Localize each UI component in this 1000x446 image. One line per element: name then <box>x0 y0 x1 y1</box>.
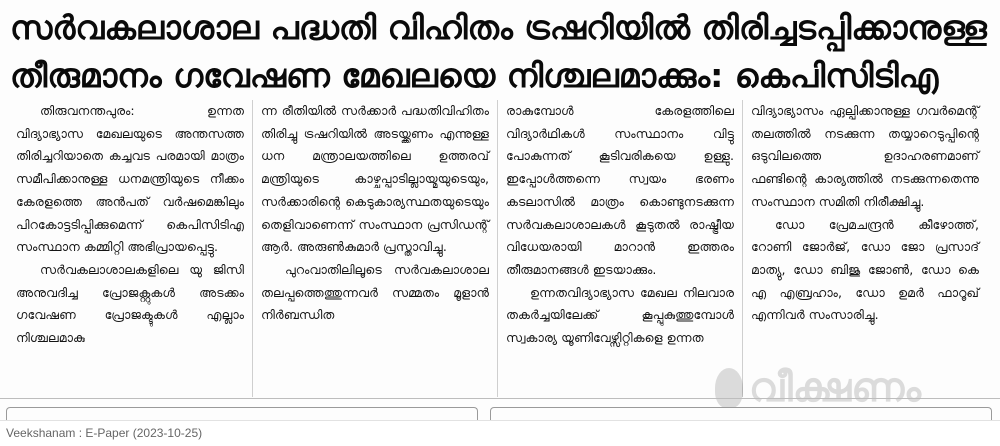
article-column-2 <box>252 100 497 397</box>
footer-source-label: Veekshanam : E-Paper (2023-10-25) <box>6 426 203 440</box>
headline-line-2: തീരുമാനം ഗവേഷണ മേഖലയെ നിശ്ചലമാക്കും: കെപിസിടിഎ <box>10 56 939 95</box>
paragraph: ഡോ പ്രേമചന്ദ്രൻ കീഴോത്ത്, റോണി ജോർജ്, ഡോ ജോ പ്രസാദ് മാത്യു, ഡോ ബിജു ജോൺ, ഡോ കെ എ എബ്രഹാം, ഡോ ഉമർ ഫാറൂഖ് എന്നിവർ സംസാരിച്ചു. <box>751 216 979 323</box>
paragraph: സർവകലാശാലകളിലെ യു ജിസി അനുവദിച്ച പ്രോജക്റ്റുകൾ അടക്കം ഗവേഷണ പ്രോജക്ടുകൾ എല്ലാം നിശ്ചലമാകു <box>16 261 244 346</box>
article-column-1 <box>8 100 252 397</box>
paragraph: പുറംവാതിലിലൂടെ സർവകലാശാല തലപ്പത്തെത്തുന്നവർ സമ്മതം മൂളാൻ നിർബന്ധിത <box>261 261 489 323</box>
article-column-3 <box>497 100 742 397</box>
paragraph: വിദ്യാഭ്യാസം ഏല്പിക്കാനുള്ള ഗവർമെന്റ് തലത്തിൽ നടക്കുന്ന തയ്യാറെടുപ്പിന്റെ ഒടുവിലത്തെ ഉദാഹരണമാണ് ഫണ്ടിന്റെ കാര്യത്തിൽ നടക്കുന്നതെന്നു സംസ്ഥാന സമിതി നിരീക്ഷിച്ചു. <box>751 103 979 209</box>
next-article-strip <box>0 398 1000 421</box>
watermark-text: വീക്ഷണം <box>749 365 922 411</box>
headline-line-1: സർവകലാശാല പദ്ധതി വിഹിതം ട്രഷറിയിൽ തിരിച്ചടപ്പിക്കാനുള്ള <box>10 8 987 47</box>
paragraph: തിരുവനന്തപുരം: ഉന്നത വിദ്യാഭ്യാസ മേഖലയുടെ അന്തസത്ത തിരിച്ചറിയാതെ കച്ചവട പരമായി മാത്രം സമീപിക്കാനുള്ള ധനമന്ത്രിയുടെ നീക്കം കേരളത്തെ അൻപത് വർഷമെങ്കിലും പിറകോട്ടടിപ്പിക്കുമെന്ന് കെപിസിടിഎ സംസ്ഥാന കമ്മിറ്റി അഭിപ്രായപ്പെട്ടു. <box>16 103 244 255</box>
article-column-4 <box>742 100 987 397</box>
article-body <box>8 100 993 397</box>
footer <box>0 420 1000 446</box>
paragraph: ഉന്നതവിദ്യാഭ്യാസ മേഖല നിലവാര തകർച്ചയിലേക്ക് കൂപ്പുകുത്തുമ്പോൾ സ്വകാര്യ യൂണിവേഴ്സിറ്റികളെ ഉന്നത <box>506 284 734 346</box>
paragraph: ന്ന രീതിയിൽ സർക്കാർ പദ്ധതിവിഹിതം തിരിച്ചു ട്രഷറിയിൽ അടയ്ക്കണം എന്നുള്ള ധന മന്ത്രാലയത്തിലെ ഉത്തരവ് മന്ത്രിയുടെ കാഴ്ചപ്പാടില്ലായ്മയുടെയും, സർക്കാരിന്റെ കെടുകാര്യസ്ഥതയുടെയും തെളിവാണെന്ന് സംസ്ഥാന പ്രസിഡന്റ് ആർ. അരുൺകുമാർ പ്രസ്താവിച്ചു. <box>261 103 489 255</box>
headline <box>10 4 995 100</box>
paragraph: രാകുമ്പോൾ കേരളത്തിലെ വിദ്യാർഥികൾ സംസ്ഥാനം വിട്ടു പോകുന്നത് കൂടിവരികയെ ഉള്ളു. ഇപ്പോൾത്തന്നെ സ്വയം ഭരണം കടലാസിൽ മാത്രം കൊണ്ടുനടക്കുന്ന സർവകലാശാലകൾ കൂടുതൽ രാഷ്ട്രീയ വിധേയരായി മാറാൻ ഇത്തരം തീരുമാനങ്ങൾ ഇടയാക്കും. <box>506 103 734 277</box>
